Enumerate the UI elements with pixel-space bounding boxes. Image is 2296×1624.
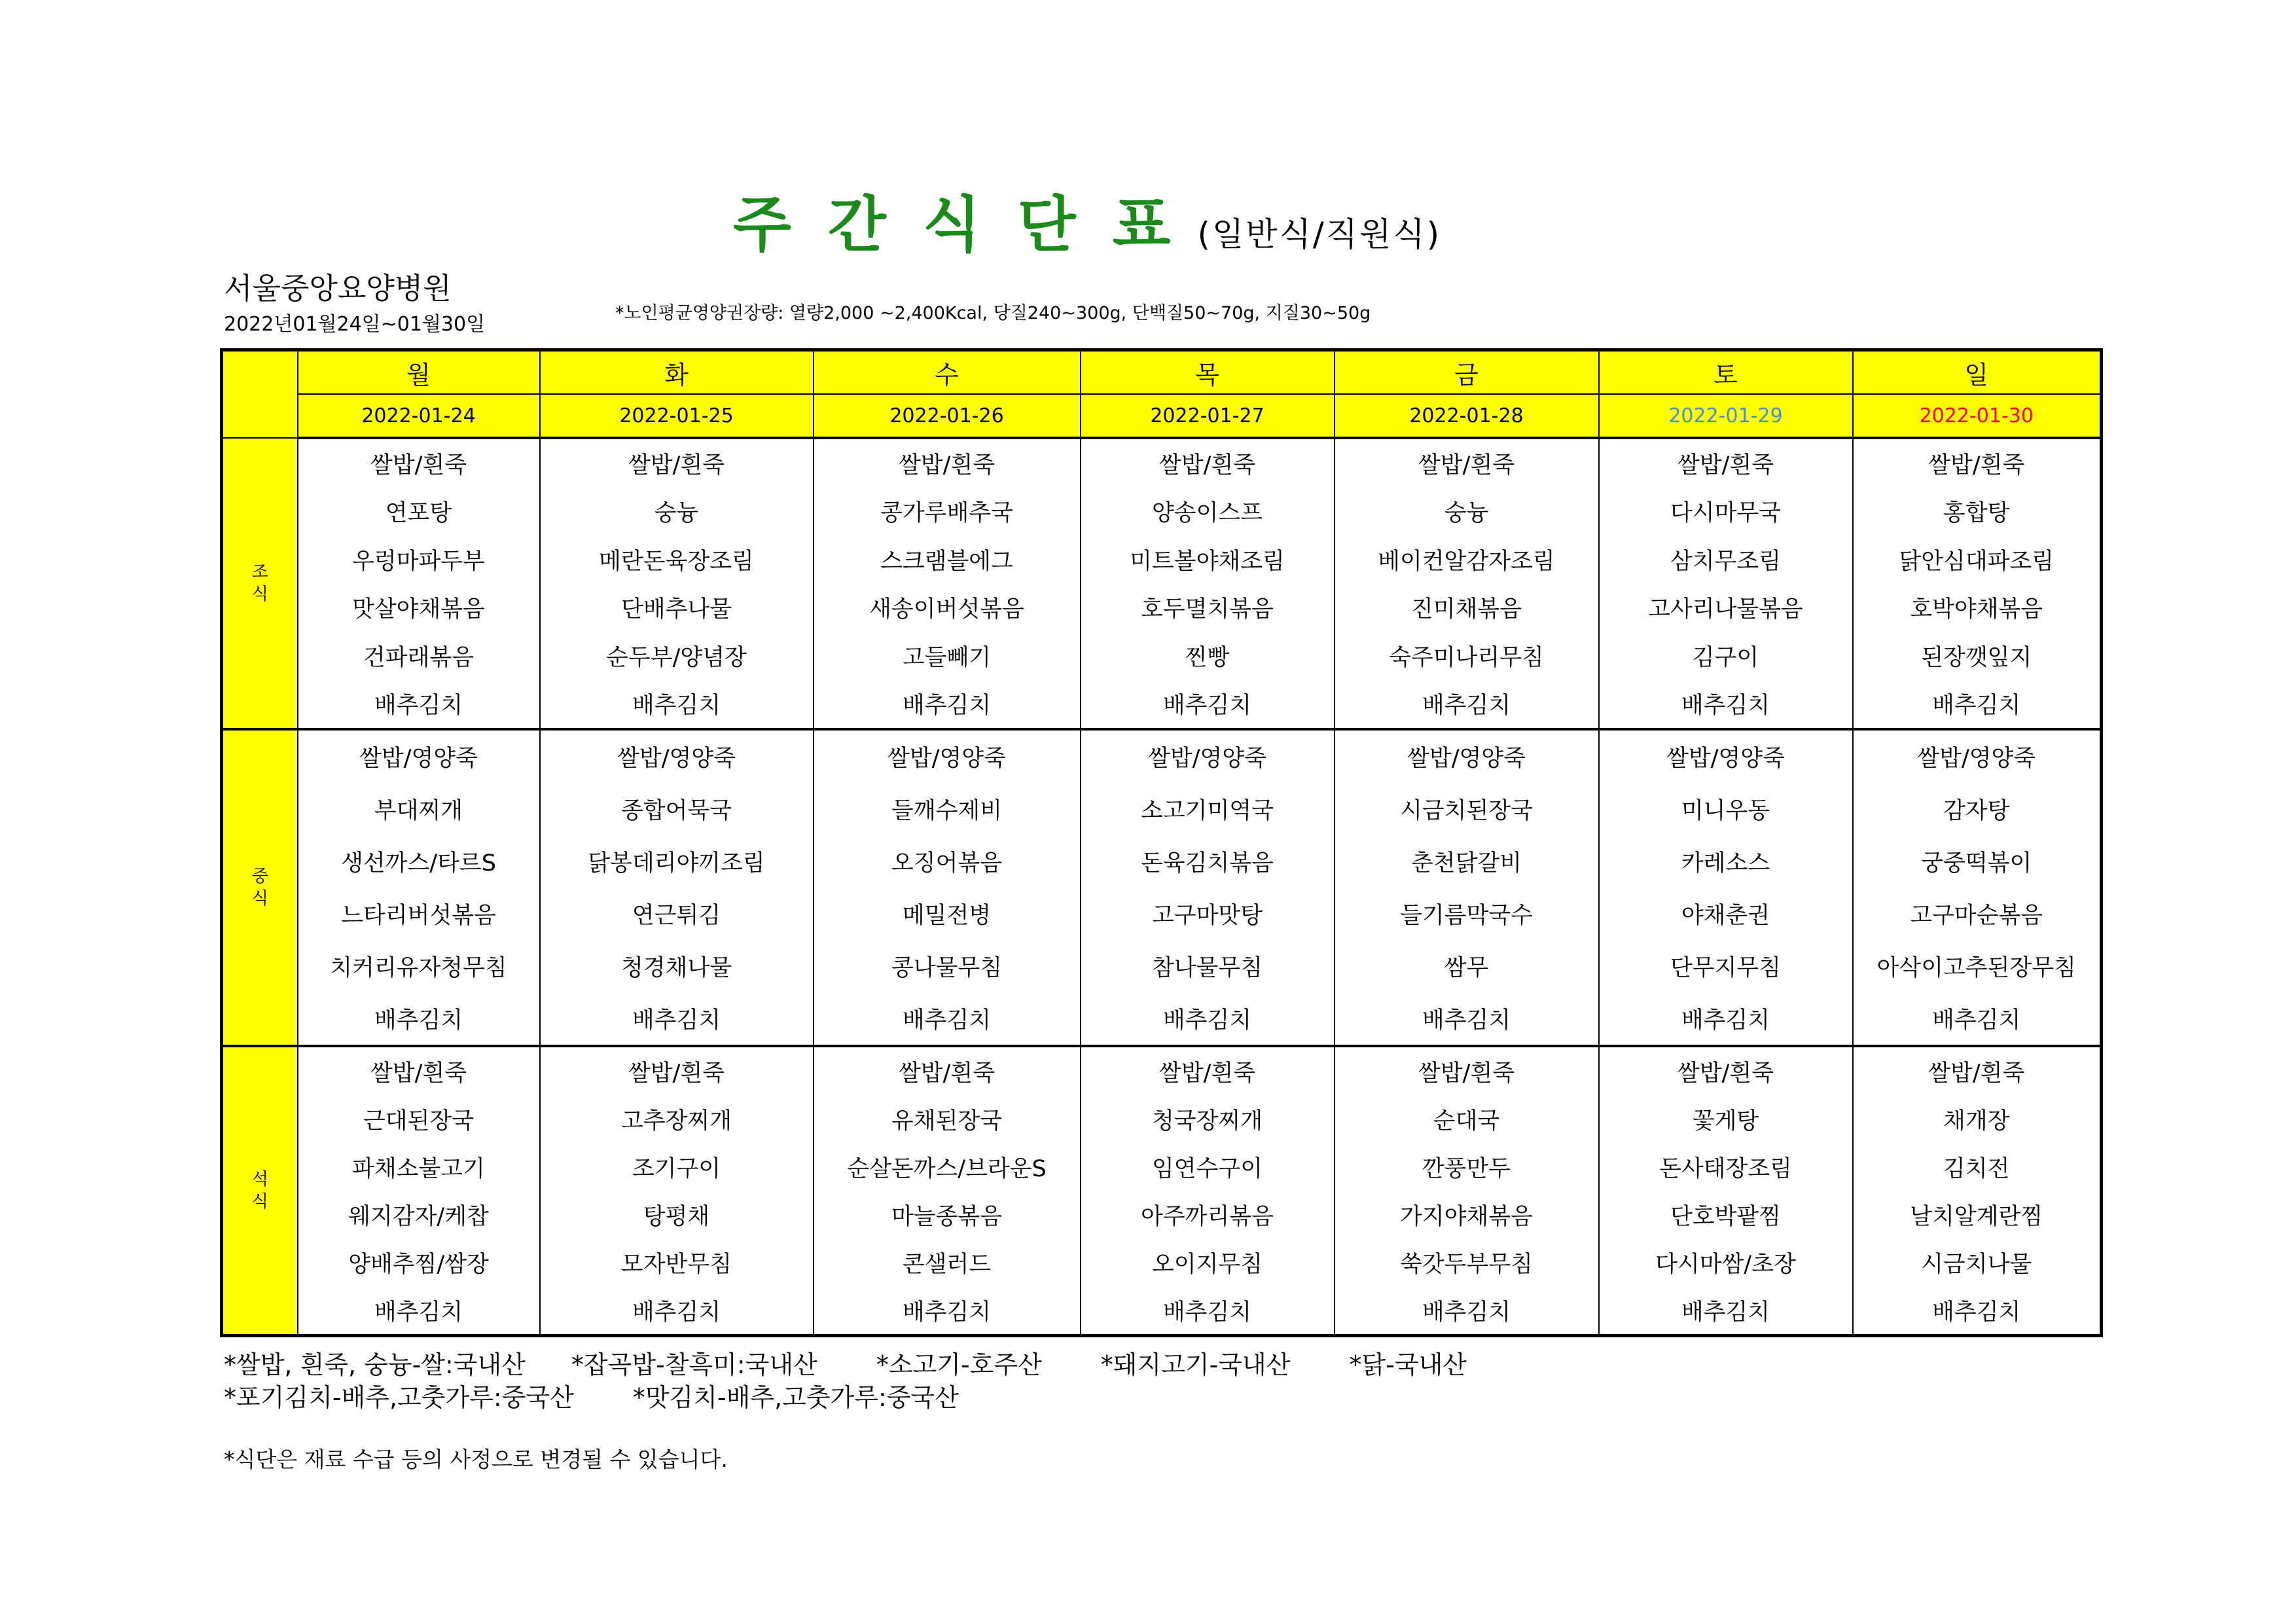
menu-item: 들기름막국수 — [1335, 888, 1599, 940]
menu-item: 쌀밥/흰죽 — [1599, 438, 1853, 488]
menu-item: 쌀밥/흰죽 — [1853, 438, 2102, 488]
origin-notes-line-2 — [224, 1381, 1467, 1414]
menu-item: 쌀밥/흰죽 — [814, 438, 1081, 488]
date-header: 2022-01-25 — [540, 394, 814, 438]
menu-item: 쌀밥/영양죽 — [540, 729, 814, 783]
lunch-row — [222, 992, 2102, 1046]
title-sub: (일반식/직원식) — [1197, 215, 1442, 253]
dinner-row — [222, 1286, 2102, 1336]
menu-item: 쌀밥/영양죽 — [814, 729, 1081, 783]
menu-item: 호두멸치볶음 — [1081, 584, 1335, 632]
menu-item: 숭늉 — [1335, 488, 1599, 536]
menu-item: 김치전 — [1853, 1143, 2102, 1191]
menu-item: 배추김치 — [540, 992, 814, 1046]
origin-note: *쌀밥, 흰죽, 숭늉-쌀:국내산 — [224, 1350, 526, 1379]
nutrition-note: *노인평균영양권장량: 열량2,000 ~2,400Kcal, 당질240~300g, 단백질50~70g, 지질30~50g — [615, 303, 1371, 323]
menu-item: 배추김치 — [1599, 992, 1853, 1046]
menu-item: 쌈무 — [1335, 940, 1599, 992]
menu-item: 고사리나물볶음 — [1599, 584, 1853, 632]
meal-label-char: 석 — [251, 1170, 268, 1189]
menu-item: 연근튀김 — [540, 888, 814, 940]
dinner-row — [222, 1046, 2102, 1095]
menu-item: 새송이버섯볶음 — [814, 584, 1081, 632]
menu-item: 배추김치 — [1335, 992, 1599, 1046]
dinner-row — [222, 1095, 2102, 1143]
menu-item: 춘천닭갈비 — [1335, 835, 1599, 888]
menu-item: 콩가루배추국 — [814, 488, 1081, 536]
menu-item: 마늘종볶음 — [814, 1191, 1081, 1238]
menu-item: 찐빵 — [1081, 632, 1335, 680]
menu-item: 쌀밥/영양죽 — [1599, 729, 1853, 783]
menu-period: 2022년01월24일~01월30일 — [224, 313, 486, 336]
menu-item: 쌀밥/영양죽 — [1081, 729, 1335, 783]
day-header: 금 — [1335, 350, 1599, 395]
menu-item: 단배추나물 — [540, 584, 814, 632]
menu-item: 배추김치 — [1081, 992, 1335, 1046]
menu-item: 청경채나물 — [540, 940, 814, 992]
menu-item: 다시마쌈/초장 — [1599, 1238, 1853, 1286]
menu-item: 쌀밥/흰죽 — [540, 1046, 814, 1095]
day-header-row — [222, 350, 2102, 395]
meal-label-char: 식 — [251, 585, 268, 604]
menu-item: 쑥갓두부무침 — [1335, 1238, 1599, 1286]
menu-item: 순두부/양념장 — [540, 632, 814, 680]
menu-item: 홍합탕 — [1853, 488, 2102, 536]
date-header: 2022-01-28 — [1335, 394, 1599, 438]
menu-item: 쌀밥/흰죽 — [1853, 1046, 2102, 1095]
menu-item: 쌀밥/영양죽 — [1853, 729, 2102, 783]
lunch-label — [222, 729, 298, 1046]
breakfast-label — [222, 438, 298, 729]
menu-item: 쌀밥/영양죽 — [298, 729, 540, 783]
menu-item: 우렁마파두부 — [298, 535, 540, 584]
origin-notes-line-1 — [224, 1348, 1467, 1381]
menu-item: 배추김치 — [1599, 1286, 1853, 1336]
menu-item: 들깨수제비 — [814, 783, 1081, 835]
menu-item: 순대국 — [1335, 1095, 1599, 1143]
lunch-row — [222, 888, 2102, 940]
menu-item: 가지야채볶음 — [1335, 1191, 1599, 1238]
menu-item: 연포탕 — [298, 488, 540, 536]
menu-item: 순살돈까스/브라운S — [814, 1143, 1081, 1191]
menu-item: 유채된장국 — [814, 1095, 1081, 1143]
menu-item: 돈사태장조림 — [1599, 1143, 1853, 1191]
day-header: 수 — [814, 350, 1081, 395]
date-header: 2022-01-24 — [298, 394, 540, 438]
menu-item: 탕평채 — [540, 1191, 814, 1238]
menu-item: 메밀전병 — [814, 888, 1081, 940]
menu-item: 쌀밥/흰죽 — [298, 438, 540, 488]
menu-item: 삼치무조림 — [1599, 535, 1853, 584]
menu-item: 양송이스프 — [1081, 488, 1335, 536]
meal-label-char: 중 — [251, 867, 268, 886]
menu-item: 미니우동 — [1599, 783, 1853, 835]
menu-item: 건파래볶음 — [298, 632, 540, 680]
menu-item: 배추김치 — [1853, 680, 2102, 730]
menu-item: 배추김치 — [814, 1286, 1081, 1336]
menu-item: 숭늉 — [540, 488, 814, 536]
menu-item: 돈육김치볶음 — [1081, 835, 1335, 888]
date-header: 2022-01-27 — [1081, 394, 1335, 438]
menu-item: 배추김치 — [540, 1286, 814, 1336]
menu-item: 김구이 — [1599, 632, 1853, 680]
menu-item: 배추김치 — [1081, 1286, 1335, 1336]
menu-item: 쌀밥/흰죽 — [1335, 1046, 1599, 1095]
menu-item: 호박야채볶음 — [1853, 584, 2102, 632]
menu-item: 양배추찜/쌈장 — [298, 1238, 540, 1286]
menu-item: 고구마맛탕 — [1081, 888, 1335, 940]
day-header: 목 — [1081, 350, 1335, 395]
menu-item: 배추김치 — [1853, 992, 2102, 1046]
menu-item: 배추김치 — [1853, 1286, 2102, 1336]
menu-item: 배추김치 — [1335, 680, 1599, 730]
menu-item: 시금치된장국 — [1335, 783, 1599, 835]
title-main: 주간식단표 — [733, 190, 1208, 260]
menu-item: 콘샐러드 — [814, 1238, 1081, 1286]
menu-item: 배추김치 — [814, 992, 1081, 1046]
menu-item: 닭봉데리야끼조림 — [540, 835, 814, 888]
menu-item: 쌀밥/영양죽 — [1335, 729, 1599, 783]
meal-label-char: 식 — [251, 1192, 268, 1212]
date-header-row — [222, 394, 2102, 438]
menu-item: 파채소불고기 — [298, 1143, 540, 1191]
meal-label-char: 조 — [251, 562, 268, 582]
origin-note: *닭-국내산 — [1349, 1350, 1467, 1379]
meal-label-char: 식 — [251, 889, 268, 909]
menu-item: 배추김치 — [1599, 680, 1853, 730]
menu-item: 배추김치 — [298, 1286, 540, 1336]
breakfast-row — [222, 680, 2102, 730]
day-header: 일 — [1853, 350, 2102, 395]
hospital-name: 서울중앙요양병원 — [224, 271, 452, 306]
menu-item: 궁중떡볶이 — [1853, 835, 2102, 888]
date-header: 2022-01-29 — [1599, 394, 1853, 438]
menu-item: 숙주미나리무침 — [1335, 632, 1599, 680]
origin-note: *잡곡밥-찰흑미:국내산 — [571, 1350, 817, 1379]
menu-item: 치커리유자청무침 — [298, 940, 540, 992]
menu-item: 생선까스/타르S — [298, 835, 540, 888]
menu-item: 카레소스 — [1599, 835, 1853, 888]
menu-item: 쌀밥/흰죽 — [540, 438, 814, 488]
menu-item: 맛살야채볶음 — [298, 584, 540, 632]
menu-item: 임연수구이 — [1081, 1143, 1335, 1191]
day-header: 화 — [540, 350, 814, 395]
menu-item: 단무지무침 — [1599, 940, 1853, 992]
menu-item: 배추김치 — [1335, 1286, 1599, 1336]
menu-item: 배추김치 — [298, 680, 540, 730]
day-header: 월 — [298, 350, 540, 395]
menu-item: 배추김치 — [298, 992, 540, 1046]
breakfast-row — [222, 632, 2102, 680]
menu-item: 콩나물무침 — [814, 940, 1081, 992]
weekly-menu-table — [220, 348, 2103, 1337]
breakfast-row — [222, 535, 2102, 584]
menu-item: 스크램블에그 — [814, 535, 1081, 584]
breakfast-row — [222, 438, 2102, 488]
menu-item: 쌀밥/흰죽 — [298, 1046, 540, 1095]
change-notice: *식단은 재료 수급 등의 사정으로 변경될 수 있습니다. — [224, 1447, 728, 1472]
date-header: 2022-01-30 — [1853, 394, 2102, 438]
origin-note: *돼지고기-국내산 — [1100, 1350, 1291, 1379]
menu-item: 오이지무침 — [1081, 1238, 1335, 1286]
menu-item: 꽃게탕 — [1599, 1095, 1853, 1143]
menu-item: 쌀밥/흰죽 — [1599, 1046, 1853, 1095]
menu-item: 조기구이 — [540, 1143, 814, 1191]
menu-item: 종합어묵국 — [540, 783, 814, 835]
menu-item: 고추장찌개 — [540, 1095, 814, 1143]
menu-item: 감자탕 — [1853, 783, 2102, 835]
menu-item: 쌀밥/흰죽 — [1081, 1046, 1335, 1095]
lunch-row — [222, 729, 2102, 783]
menu-item: 시금치나물 — [1853, 1238, 2102, 1286]
menu-item: 모자반무침 — [540, 1238, 814, 1286]
menu-item: 채개장 — [1853, 1095, 2102, 1143]
menu-item: 웨지감자/케찹 — [298, 1191, 540, 1238]
menu-item: 고구마순볶음 — [1853, 888, 2102, 940]
menu-item: 날치알계란찜 — [1853, 1191, 2102, 1238]
menu-item: 오징어볶음 — [814, 835, 1081, 888]
menu-item: 단호박팥찜 — [1599, 1191, 1853, 1238]
origin-note: *소고기-호주산 — [876, 1350, 1042, 1379]
menu-item: 부대찌개 — [298, 783, 540, 835]
lunch-row — [222, 783, 2102, 835]
origin-notes — [224, 1348, 1467, 1414]
dinner-row — [222, 1143, 2102, 1191]
menu-item: 진미채볶음 — [1335, 584, 1599, 632]
menu-item: 쌀밥/흰죽 — [1335, 438, 1599, 488]
menu-item: 참나물무침 — [1081, 940, 1335, 992]
day-header: 토 — [1599, 350, 1853, 395]
dinner-label — [222, 1046, 298, 1336]
menu-item: 쌀밥/흰죽 — [1081, 438, 1335, 488]
menu-item: 느타리버섯볶음 — [298, 888, 540, 940]
menu-item: 소고기미역국 — [1081, 783, 1335, 835]
menu-item: 배추김치 — [540, 680, 814, 730]
menu-item: 근대된장국 — [298, 1095, 540, 1143]
page-title — [733, 177, 1441, 263]
dinner-row — [222, 1191, 2102, 1238]
menu-item: 배추김치 — [814, 680, 1081, 730]
menu-item: 메란돈육장조림 — [540, 535, 814, 584]
menu-item: 청국장찌개 — [1081, 1095, 1335, 1143]
breakfast-row — [222, 584, 2102, 632]
menu-item: 다시마무국 — [1599, 488, 1853, 536]
menu-item: 미트볼야채조림 — [1081, 535, 1335, 584]
dinner-row — [222, 1238, 2102, 1286]
menu-item: 된장깻잎지 — [1853, 632, 2102, 680]
menu-item: 깐풍만두 — [1335, 1143, 1599, 1191]
lunch-row — [222, 835, 2102, 888]
breakfast-row — [222, 488, 2102, 536]
lunch-row — [222, 940, 2102, 992]
menu-item: 아삭이고추된장무침 — [1853, 940, 2102, 992]
menu-item: 야채춘권 — [1599, 888, 1853, 940]
menu-item: 쌀밥/흰죽 — [814, 1046, 1081, 1095]
menu-item: 고들빼기 — [814, 632, 1081, 680]
origin-note: *맛김치-배추,고춧가루:중국산 — [632, 1383, 959, 1412]
origin-note: *포기김치-배추,고춧가루:중국산 — [224, 1383, 574, 1412]
menu-item: 닭안심대파조림 — [1853, 535, 2102, 584]
table-corner — [222, 350, 298, 439]
menu-item: 베이컨알감자조림 — [1335, 535, 1599, 584]
date-header: 2022-01-26 — [814, 394, 1081, 438]
menu-item: 아주까리볶음 — [1081, 1191, 1335, 1238]
menu-item: 배추김치 — [1081, 680, 1335, 730]
